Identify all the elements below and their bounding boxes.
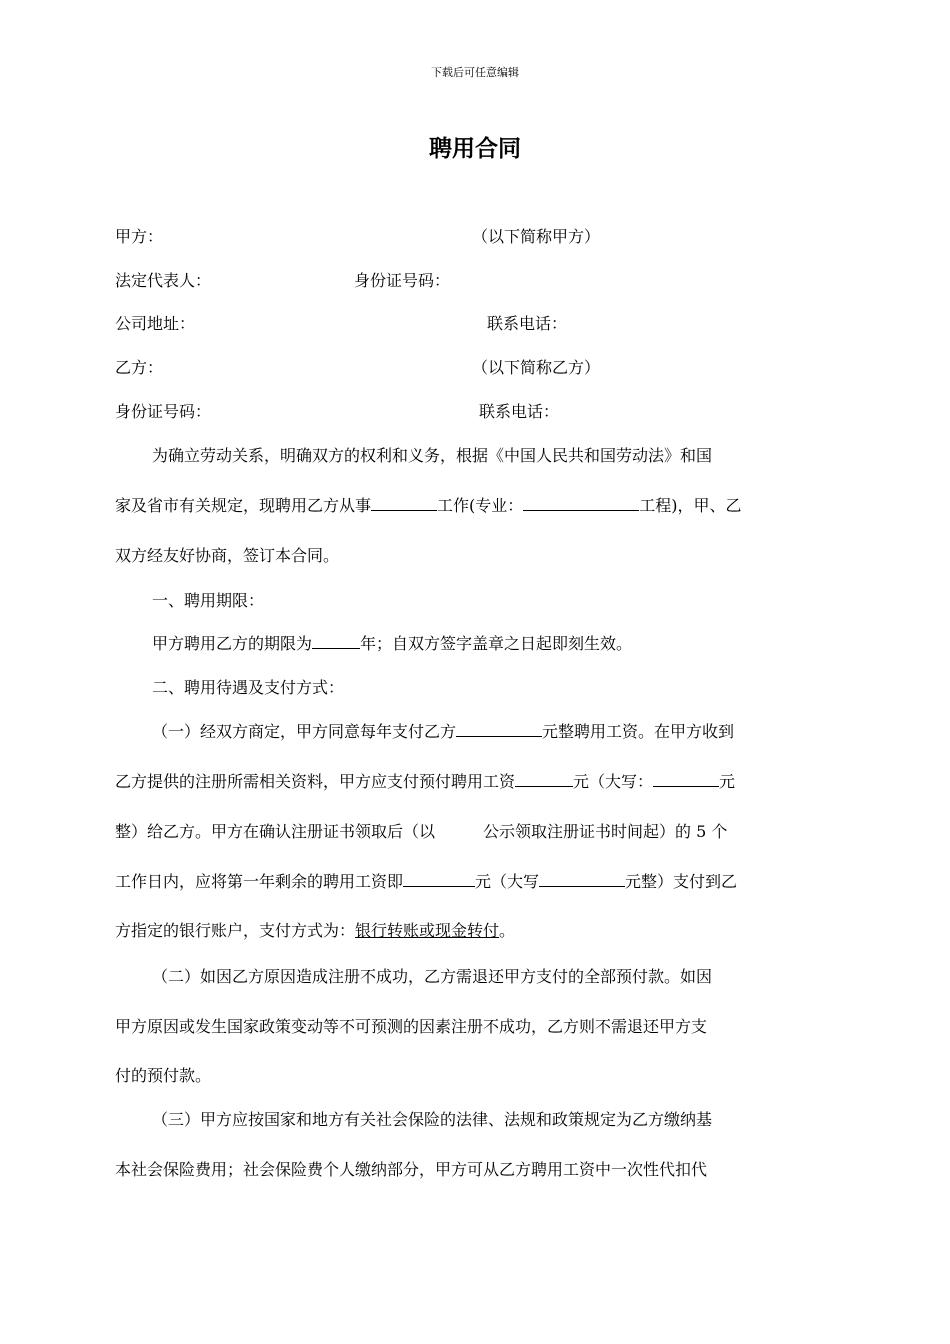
party-b-abbreviation: （以下简称乙方） bbox=[472, 358, 601, 377]
term-text-end: 年；自双方签字盖章之日起即刻生效。 bbox=[360, 634, 633, 653]
section-1-text bbox=[115, 631, 874, 657]
party-a-abbreviation: （以下简称甲方） bbox=[472, 227, 601, 246]
section-2-p2-line-1: （二）如因乙方原因造成注册不成功，乙方需退还甲方支付的全部预付款。如因 bbox=[152, 967, 713, 986]
payment-method-label: 方指定的银行账户，支付方式为： bbox=[115, 921, 356, 940]
remaining-text-middle: 元（大写 bbox=[475, 872, 540, 891]
intro-line-2-middle: 工作(专业： bbox=[437, 496, 524, 515]
section-2-p1-line-5 bbox=[115, 918, 837, 944]
work-field-blank bbox=[371, 493, 437, 511]
prepay-amount-blank bbox=[515, 769, 573, 787]
annual-salary-text-end: 元整聘用工资。在甲方收到 bbox=[542, 722, 735, 741]
term-years-blank bbox=[312, 631, 360, 649]
section-2-p3-line-1: （三）甲方应按国家和地方有关社会保险的法律、法规和政策规定为乙方缴纳基 bbox=[152, 1110, 713, 1129]
payment-method-value: 银行转账或现金转付 bbox=[355, 921, 500, 940]
company-address-row bbox=[115, 311, 837, 337]
party-a-label: 甲方： bbox=[115, 227, 164, 246]
section-2-p2-line-3: 付的预付款。 bbox=[115, 1066, 212, 1085]
document-title: 聘用合同 bbox=[429, 136, 521, 162]
section-2-p1-line-1 bbox=[115, 719, 874, 745]
section-2-p1-line-3: 整）给乙方。甲方在确认注册证书领取后（以 公示领取注册证书时间起）的 5 个 bbox=[115, 822, 728, 841]
remaining-text-start: 工作日内，应将第一年剩余的聘用工资即 bbox=[115, 872, 404, 891]
term-text-start: 甲方聘用乙方的期限为 bbox=[152, 634, 313, 653]
header-note: 下载后可任意编辑 bbox=[431, 66, 519, 79]
prepay-text-middle: 元（大写： bbox=[573, 772, 654, 791]
party-a-row bbox=[115, 224, 837, 250]
id-number-a-label: 身份证号码： bbox=[354, 271, 451, 290]
intro-line-3: 双方经友好协商，签订本合同。 bbox=[115, 546, 340, 565]
id-number-b-row bbox=[115, 399, 837, 425]
section-2-p1-line-2 bbox=[115, 769, 837, 795]
intro-line-1: 为确立劳动关系，明确双方的权利和义务，根据《中国人民共和国劳动法》和国 bbox=[152, 446, 713, 465]
phone-b-label: 联系电话： bbox=[479, 402, 560, 421]
remaining-text-end: 元整）支付到乙 bbox=[625, 872, 738, 891]
intro-line-2-end: 工程)，甲、乙 bbox=[639, 496, 742, 515]
section-2-heading: 二、聘用待遇及支付方式： bbox=[152, 678, 345, 697]
company-address-label: 公司地址： bbox=[115, 314, 196, 333]
section-1-heading: 一、聘用期限： bbox=[152, 591, 265, 610]
id-number-b-label: 身份证号码： bbox=[115, 402, 212, 421]
party-b-row bbox=[115, 355, 837, 381]
section-2-p2-line-2: 甲方原因或发生国家政策变动等不可预测的因素注册不成功，乙方则不需退还甲方支 bbox=[115, 1017, 708, 1036]
intro-line-2-start: 家及省市有关规定，现聘用乙方从事 bbox=[115, 496, 372, 515]
annual-salary-text-start: （一）经双方商定，甲方同意每年支付乙方 bbox=[152, 722, 457, 741]
remaining-amount-blank bbox=[403, 869, 475, 887]
specialty-blank bbox=[523, 493, 639, 511]
legal-rep-label: 法定代表人： bbox=[115, 271, 212, 290]
prepay-text-end: 元 bbox=[719, 772, 736, 791]
annual-salary-blank bbox=[456, 719, 542, 737]
section-2-p1-line-4 bbox=[115, 869, 837, 895]
payment-method-end: 。 bbox=[499, 921, 516, 940]
intro-line-2 bbox=[115, 493, 837, 519]
prepay-capital-blank bbox=[653, 769, 719, 787]
legal-rep-row bbox=[115, 268, 837, 294]
remaining-capital-blank bbox=[539, 869, 625, 887]
phone-a-label: 联系电话： bbox=[487, 314, 568, 333]
section-2-p3-line-2: 本社会保险费用；社会保险费个人缴纳部分，甲方可从乙方聘用工资中一次性代扣代 bbox=[115, 1160, 708, 1179]
party-b-label: 乙方： bbox=[115, 358, 164, 377]
prepay-text-start: 乙方提供的注册所需相关资料，甲方应支付预付聘用工资 bbox=[115, 772, 516, 791]
